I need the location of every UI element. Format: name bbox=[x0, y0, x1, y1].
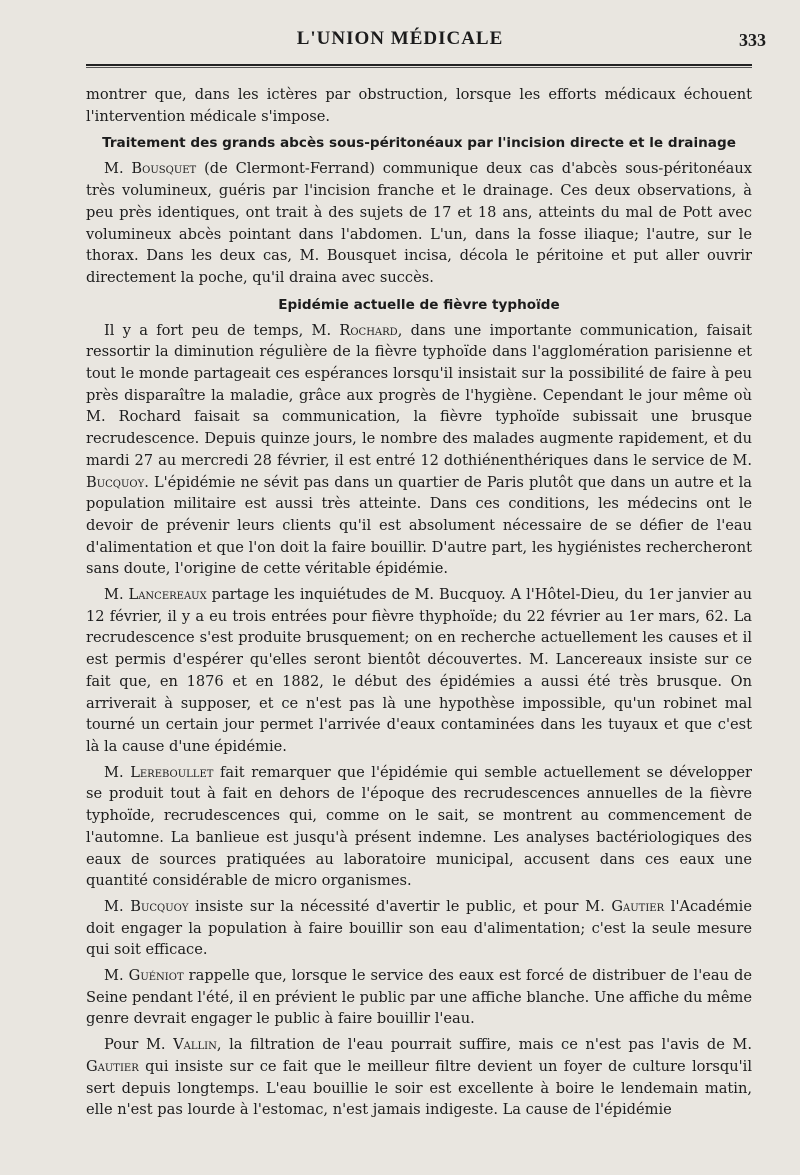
running-header bbox=[0, 28, 800, 58]
person-name: Vallin bbox=[173, 1036, 217, 1054]
page-number: 333 bbox=[739, 30, 766, 50]
paragraph: montrer que, dans les ictères par obstruction, lorsque les efforts médicaux échouent l'intervention médicale s'impose. bbox=[86, 86, 752, 125]
paragraph: M. Lancereaux partage les inquiétudes de M. Bucquoy. A l'Hôtel-Dieu, du 1er janvier au 12 février, il y a eu trois entrées pour fièvre thyphoïde; du 22 février au 1er mars, 62. La recrudescence s'est produite brusquement; on en recherche actuellement les causes et il est permis d'espérer qu'elles seront bientôt découvertes. M. Lancereaux insiste sur ce fait que, en 1876 et en 1882, le début des épidémies a aussi été très brusque. On arriverait à supposer, et ce n'est pas là une hypothèse impossible, qu'un robinet mal tourné un certain jour permet l'arrivée d'eaux contaminées dans les tuyaux et que c'est là la cause d'une épidémie. bbox=[86, 586, 752, 755]
section-heading: Traitement des grands abcès sous-péritonéaux par l'incision directe et le drainage bbox=[102, 135, 736, 152]
header-rule bbox=[86, 64, 752, 68]
person-name: M. Bousquet bbox=[104, 160, 197, 178]
paragraph: M. Lereboullet fait remarquer que l'épidémie qui semble actuellement se développer se produit tout à fait en dehors de l'époque des recrudescences annuelles de la fièvre typhoïde, recrudescences qui, comme on le sait, se montrent au commencement de l'automne. La banlieue est jusqu'à présent indemne. Les analyses bactériologiques des eaux de sources pratiquées au laboratoire municipal, accusent dans ces eaux une quantité considérable de micro organismes. bbox=[86, 763, 752, 890]
paragraph: Il y a fort peu de temps, M. Rochard, dans une importante communication, faisait ressortir la diminution régulière de la fièvre typhoïde dans l'agglomération parisienne et tout le monde partageait ces espérances lorsqu'il insistait sur la possibilité de faire à peu près disparaître la maladie, grâce aux progrès de l'hygiène. Cependant le jour même où M. Rochard faisait sa communication, la fièvre typhoïde subissait une brusque recrudescence. Depuis quinze jours, le nombre des malades augmente rapidement, et du mardi 27 au mercredi 28 février, il est entré 12 dothiénenthériques dans le service de M. Bucquoy. L'épidémie ne sévit pas dans un quartier de Paris plutôt que dans un autre et la population militaire est aussi très atteinte. Dans ces conditions, les médecins ont le devoir de prévenir leurs clients qu'il est absolument nécessaire de se défier de l'eau d'alimentation et que l'on doit la faire bouillir. D'autre part, les hygiénistes rechercheront sans doute, l'origine de cette véritable épidémie. bbox=[86, 321, 752, 578]
person-name: Gautier bbox=[611, 897, 665, 915]
paragraph: M. Bousquet (de Clermont-Ferrand) communique deux cas d'abcès sous-péritonéaux très volumineux, guéris par l'incision franche et le drainage. Ces deux observations, à peu près identiques, ont trait à des sujets de 17 et 18 ans, atteints du mal de Pott avec volumineux abcès pointant dans l'abdomen. L'un, dans la fosse iliaque; l'autre, sur le thorax. Dans les deux cas, M. Bousquet incisa, décola le péritoine et put aller ouvrir directement la poche, qu'il draina avec succès. bbox=[86, 160, 752, 286]
article-body bbox=[86, 84, 752, 1121]
person-name: Guéniot bbox=[128, 967, 184, 985]
paragraph: M. Bucquoy insiste sur la nécessité d'avertir le public, et pour M. Gautier l'Académie doit engager la population à faire bouillir son eau d'alimentation; c'est la seule mesure qui soit efficace. bbox=[86, 897, 752, 959]
person-name: Lancereaux bbox=[128, 586, 207, 604]
journal-title: L'UNION MÉDICALE bbox=[296, 28, 504, 49]
person-name: Bucquoy bbox=[130, 897, 189, 915]
person-name: Lereboullet bbox=[130, 763, 214, 781]
person-name: Rochard bbox=[339, 321, 398, 339]
paragraph: Pour M. Vallin, la filtration de l'eau pourrait suffire, mais ce n'est pas l'avis de M. Gautier qui insiste sur ce fait que le meilleur filtre devient un foyer de culture lorsqu'il sert depuis longtemps. L'eau bouillie le soir est excellente à boire le lendemain matin, elle n'est pas lourde à l'estomac, n'est jamais indigeste. La cause de l'épidémie bbox=[86, 1036, 752, 1119]
section-heading: Epidémie actuelle de fièvre typhoïde bbox=[278, 296, 560, 313]
paragraph: M. Guéniot rappelle que, lorsque le service des eaux est forcé de distribuer de l'eau de Seine pendant l'été, il en prévient le public par une affiche blanche. Une affiche du même genre devrait engager le public à faire bouillir l'eau. bbox=[86, 967, 752, 1028]
person-name: Bucquoy bbox=[86, 473, 145, 491]
person-name: Gautier bbox=[86, 1057, 139, 1075]
